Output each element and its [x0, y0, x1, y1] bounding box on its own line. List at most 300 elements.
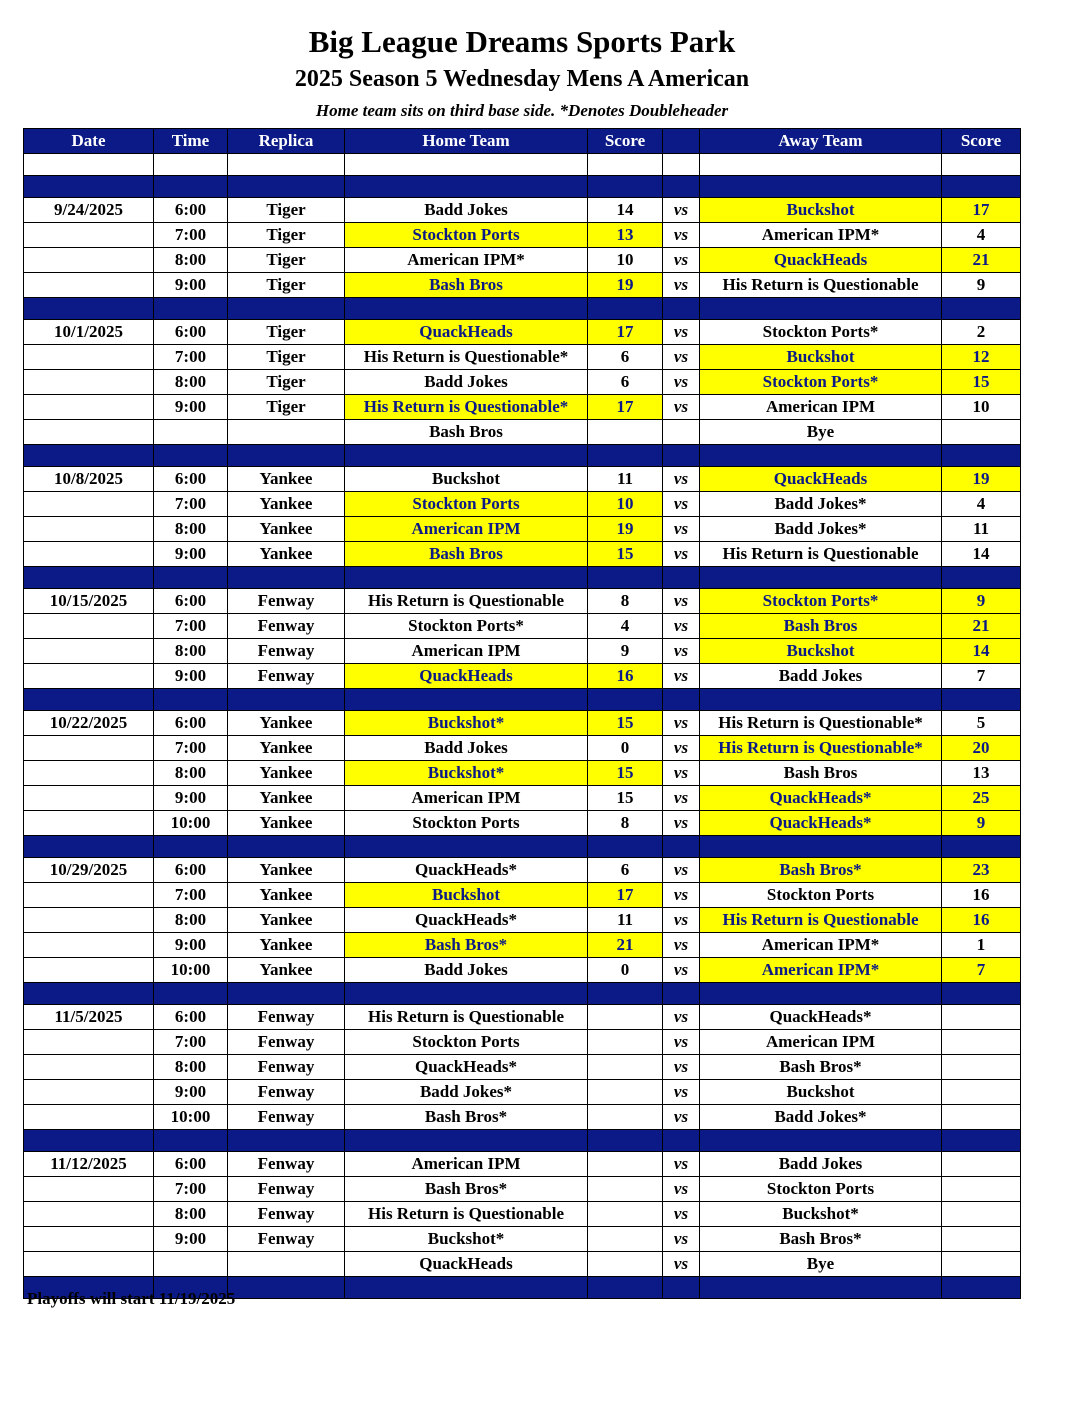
col-away-score: Score [942, 129, 1021, 154]
away-team-cell: His Return is Questionable [700, 908, 942, 933]
away-team-cell: His Return is Questionable [700, 542, 942, 567]
home-score-cell: 4 [588, 614, 663, 639]
home-team-cell: His Return is Questionable [345, 1202, 588, 1227]
home-score-cell: 17 [588, 883, 663, 908]
week-separator [24, 298, 1021, 320]
empty-cell [663, 689, 700, 711]
empty-cell [588, 836, 663, 858]
date-cell [24, 958, 154, 983]
home-team-cell: QuackHeads* [345, 908, 588, 933]
home-score-cell: 0 [588, 736, 663, 761]
away-score-cell: 10 [942, 395, 1021, 420]
game-row [24, 320, 1021, 345]
vs-cell: vs [663, 223, 700, 248]
game-row [24, 639, 1021, 664]
date-cell [24, 248, 154, 273]
empty-cell [663, 176, 700, 198]
game-row [24, 664, 1021, 689]
game-row [24, 1152, 1021, 1177]
home-team-cell: Bash Bros [345, 273, 588, 298]
empty-cell [345, 445, 588, 467]
away-team-cell: American IPM* [700, 958, 942, 983]
date-cell [24, 395, 154, 420]
date-cell [24, 761, 154, 786]
home-team-cell: American IPM [345, 1152, 588, 1177]
date-cell [24, 639, 154, 664]
vs-cell: vs [663, 811, 700, 836]
replica-cell: Tiger [228, 370, 345, 395]
away-team-cell: QuackHeads [700, 467, 942, 492]
vs-cell: vs [663, 320, 700, 345]
away-team-cell: American IPM [700, 1030, 942, 1055]
home-team-cell: Bash Bros* [345, 1105, 588, 1130]
empty-cell [700, 689, 942, 711]
game-row [24, 811, 1021, 836]
vs-cell: vs [663, 711, 700, 736]
away-team-cell: QuackHeads* [700, 786, 942, 811]
replica-cell: Yankee [228, 811, 345, 836]
time-cell [154, 1252, 228, 1277]
away-team-cell: American IPM* [700, 933, 942, 958]
home-team-cell: Bash Bros [345, 420, 588, 445]
away-team-cell: QuackHeads* [700, 1005, 942, 1030]
home-score-cell: 8 [588, 589, 663, 614]
away-score-cell: 21 [942, 248, 1021, 273]
home-score-cell [588, 420, 663, 445]
vs-cell: vs [663, 273, 700, 298]
empty-cell [663, 567, 700, 589]
time-cell: 6:00 [154, 1152, 228, 1177]
home-score-cell: 6 [588, 345, 663, 370]
time-cell: 6:00 [154, 198, 228, 223]
empty-cell [663, 1277, 700, 1299]
away-score-cell: 25 [942, 786, 1021, 811]
empty-cell [588, 154, 663, 176]
home-team-cell: Stockton Ports [345, 223, 588, 248]
away-score-cell: 4 [942, 492, 1021, 517]
week-separator [24, 567, 1021, 589]
away-team-cell: His Return is Questionable [700, 273, 942, 298]
week-separator [24, 689, 1021, 711]
home-score-cell [588, 1005, 663, 1030]
home-score-cell: 6 [588, 858, 663, 883]
time-cell: 7:00 [154, 492, 228, 517]
empty-cell [345, 154, 588, 176]
home-score-cell: 15 [588, 761, 663, 786]
away-score-cell [942, 1252, 1021, 1277]
home-team-cell: QuackHeads* [345, 858, 588, 883]
home-score-cell: 6 [588, 370, 663, 395]
away-team-cell: Badd Jokes* [700, 1105, 942, 1130]
away-team-cell: Bash Bros* [700, 1055, 942, 1080]
home-score-cell: 10 [588, 492, 663, 517]
replica-cell: Fenway [228, 1152, 345, 1177]
date-cell [24, 883, 154, 908]
time-cell: 10:00 [154, 811, 228, 836]
col-replica: Replica [228, 129, 345, 154]
empty-cell [942, 1277, 1021, 1299]
away-team-cell: Stockton Ports* [700, 370, 942, 395]
time-cell: 10:00 [154, 1105, 228, 1130]
home-score-cell [588, 1030, 663, 1055]
vs-cell: vs [663, 395, 700, 420]
home-team-cell: American IPM* [345, 248, 588, 273]
replica-cell: Yankee [228, 492, 345, 517]
away-team-cell: QuackHeads* [700, 811, 942, 836]
replica-cell: Fenway [228, 1005, 345, 1030]
away-team-cell: Stockton Ports [700, 883, 942, 908]
game-row [24, 223, 1021, 248]
away-score-cell: 19 [942, 467, 1021, 492]
time-cell: 9:00 [154, 395, 228, 420]
away-score-cell: 16 [942, 883, 1021, 908]
away-team-cell: Bash Bros [700, 614, 942, 639]
empty-cell [700, 983, 942, 1005]
home-team-cell: QuackHeads* [345, 1055, 588, 1080]
game-row [24, 542, 1021, 567]
away-score-cell [942, 420, 1021, 445]
empty-cell [228, 567, 345, 589]
home-score-cell: 10 [588, 248, 663, 273]
replica-cell: Fenway [228, 1080, 345, 1105]
empty-cell [24, 154, 154, 176]
away-team-cell: His Return is Questionable* [700, 711, 942, 736]
date-cell [24, 1080, 154, 1105]
empty-cell [154, 445, 228, 467]
away-score-cell [942, 1202, 1021, 1227]
replica-cell: Yankee [228, 736, 345, 761]
home-team-cell: Stockton Ports [345, 811, 588, 836]
away-score-cell: 5 [942, 711, 1021, 736]
empty-cell [154, 567, 228, 589]
time-cell: 9:00 [154, 1227, 228, 1252]
empty-cell [942, 567, 1021, 589]
vs-cell: vs [663, 1055, 700, 1080]
away-team-cell: Badd Jokes [700, 1152, 942, 1177]
home-team-cell: American IPM [345, 517, 588, 542]
replica-cell: Fenway [228, 1227, 345, 1252]
empty-cell [24, 567, 154, 589]
empty-cell [24, 445, 154, 467]
empty-cell [942, 1130, 1021, 1152]
time-cell: 9:00 [154, 786, 228, 811]
time-cell: 7:00 [154, 1030, 228, 1055]
away-team-cell: Stockton Ports [700, 1177, 942, 1202]
time-cell: 7:00 [154, 883, 228, 908]
week-separator [24, 176, 1021, 198]
empty-cell [228, 298, 345, 320]
vs-cell: vs [663, 1202, 700, 1227]
empty-cell [345, 567, 588, 589]
empty-cell [588, 298, 663, 320]
away-team-cell: Bash Bros* [700, 858, 942, 883]
home-team-cell: Badd Jokes [345, 370, 588, 395]
empty-cell [345, 298, 588, 320]
time-cell: 6:00 [154, 320, 228, 345]
time-cell: 6:00 [154, 711, 228, 736]
game-row [24, 883, 1021, 908]
replica-cell: Yankee [228, 761, 345, 786]
away-team-cell: Bye [700, 420, 942, 445]
home-team-cell: Bash Bros* [345, 1177, 588, 1202]
replica-cell: Tiger [228, 198, 345, 223]
schedule-body [24, 154, 1021, 1299]
time-cell: 8:00 [154, 370, 228, 395]
vs-cell: vs [663, 198, 700, 223]
away-score-cell: 2 [942, 320, 1021, 345]
vs-cell: vs [663, 1080, 700, 1105]
game-row [24, 761, 1021, 786]
away-score-cell: 4 [942, 223, 1021, 248]
home-score-cell [588, 1152, 663, 1177]
date-cell [24, 614, 154, 639]
away-score-cell: 9 [942, 811, 1021, 836]
date-cell [24, 273, 154, 298]
home-team-cell: QuackHeads [345, 664, 588, 689]
vs-cell [663, 420, 700, 445]
replica-cell: Yankee [228, 858, 345, 883]
week-separator [24, 983, 1021, 1005]
game-row [24, 736, 1021, 761]
col-vs [663, 129, 700, 154]
home-team-cell: American IPM [345, 786, 588, 811]
replica-cell: Yankee [228, 958, 345, 983]
time-cell: 8:00 [154, 1202, 228, 1227]
date-cell [24, 933, 154, 958]
home-score-cell [588, 1105, 663, 1130]
empty-cell [942, 689, 1021, 711]
header-note: Home team sits on third base side. *Denotes Doubleheader [315, 101, 729, 120]
home-score-cell: 15 [588, 542, 663, 567]
date-cell [24, 492, 154, 517]
home-score-cell: 17 [588, 395, 663, 420]
home-team-cell: His Return is Questionable [345, 1005, 588, 1030]
replica-cell: Fenway [228, 614, 345, 639]
empty-cell [663, 836, 700, 858]
date-cell [24, 420, 154, 445]
home-team-cell: Badd Jokes [345, 198, 588, 223]
replica-cell: Tiger [228, 320, 345, 345]
vs-cell: vs [663, 1252, 700, 1277]
empty-cell [588, 1130, 663, 1152]
time-cell: 8:00 [154, 248, 228, 273]
time-cell: 10:00 [154, 958, 228, 983]
time-cell: 7:00 [154, 736, 228, 761]
vs-cell: vs [663, 542, 700, 567]
vs-cell: vs [663, 589, 700, 614]
replica-cell: Tiger [228, 223, 345, 248]
away-team-cell: Buckshot* [700, 1202, 942, 1227]
col-time: Time [154, 129, 228, 154]
replica-cell: Tiger [228, 248, 345, 273]
away-team-cell: American IPM [700, 395, 942, 420]
empty-cell [228, 445, 345, 467]
empty-cell [228, 176, 345, 198]
vs-cell: vs [663, 248, 700, 273]
time-cell: 6:00 [154, 589, 228, 614]
game-row [24, 395, 1021, 420]
replica-cell: Yankee [228, 883, 345, 908]
empty-cell [588, 1277, 663, 1299]
schedule-table [23, 128, 1021, 1299]
empty-cell [154, 176, 228, 198]
away-score-cell [942, 1177, 1021, 1202]
empty-cell [700, 176, 942, 198]
replica-cell: Yankee [228, 711, 345, 736]
replica-cell: Fenway [228, 1055, 345, 1080]
away-team-cell: Badd Jokes* [700, 492, 942, 517]
date-cell [24, 1030, 154, 1055]
vs-cell: vs [663, 517, 700, 542]
vs-cell: vs [663, 786, 700, 811]
replica-cell: Fenway [228, 1105, 345, 1130]
date-cell [24, 664, 154, 689]
date-cell: 11/5/2025 [24, 1005, 154, 1030]
date-cell [24, 223, 154, 248]
empty-cell [942, 298, 1021, 320]
empty-cell [700, 1130, 942, 1152]
time-cell: 6:00 [154, 467, 228, 492]
away-score-cell: 7 [942, 958, 1021, 983]
home-score-cell: 11 [588, 467, 663, 492]
replica-cell: Yankee [228, 517, 345, 542]
header-row [24, 129, 1021, 154]
home-score-cell: 11 [588, 908, 663, 933]
replica-cell: Tiger [228, 395, 345, 420]
game-row [24, 933, 1021, 958]
date-cell [24, 1055, 154, 1080]
game-row [24, 1055, 1021, 1080]
game-row [24, 614, 1021, 639]
vs-cell: vs [663, 1005, 700, 1030]
game-row [24, 467, 1021, 492]
game-row [24, 858, 1021, 883]
replica-cell: Tiger [228, 345, 345, 370]
col-away-team: Away Team [700, 129, 942, 154]
away-team-cell: American IPM* [700, 223, 942, 248]
vs-cell: vs [663, 908, 700, 933]
empty-cell [700, 1277, 942, 1299]
replica-cell: Yankee [228, 786, 345, 811]
empty-cell [228, 1277, 345, 1299]
time-cell: 6:00 [154, 858, 228, 883]
game-row [24, 908, 1021, 933]
replica-cell: Fenway [228, 664, 345, 689]
vs-cell: vs [663, 1030, 700, 1055]
date-cell [24, 1202, 154, 1227]
game-row [24, 1177, 1021, 1202]
empty-cell [154, 689, 228, 711]
col-home-score: Score [588, 129, 663, 154]
date-cell [24, 345, 154, 370]
away-score-cell: 9 [942, 589, 1021, 614]
game-row [24, 1030, 1021, 1055]
home-team-cell: Buckshot [345, 467, 588, 492]
away-score-cell: 23 [942, 858, 1021, 883]
away-team-cell: Stockton Ports* [700, 589, 942, 614]
game-row [24, 1252, 1021, 1277]
away-team-cell: Bash Bros* [700, 1227, 942, 1252]
away-score-cell [942, 1030, 1021, 1055]
replica-cell: Fenway [228, 1030, 345, 1055]
empty-cell [228, 154, 345, 176]
home-team-cell: His Return is Questionable* [345, 395, 588, 420]
home-score-cell [588, 1177, 663, 1202]
vs-cell: vs [663, 1105, 700, 1130]
game-row [24, 1227, 1021, 1252]
empty-cell [154, 1130, 228, 1152]
empty-cell [663, 445, 700, 467]
empty-cell [24, 983, 154, 1005]
empty-cell [663, 154, 700, 176]
playoffs-note: Playoffs will start 11/19/2025 [27, 1289, 236, 1308]
empty-cell [345, 836, 588, 858]
empty-cell [942, 836, 1021, 858]
home-team-cell: QuackHeads [345, 320, 588, 345]
away-score-cell: 15 [942, 370, 1021, 395]
away-score-cell [942, 1080, 1021, 1105]
home-score-cell: 9 [588, 639, 663, 664]
game-row [24, 1105, 1021, 1130]
empty-cell [228, 836, 345, 858]
empty-cell [700, 567, 942, 589]
time-cell: 9:00 [154, 542, 228, 567]
time-cell: 9:00 [154, 1080, 228, 1105]
away-score-cell [942, 1005, 1021, 1030]
empty-cell [942, 445, 1021, 467]
away-team-cell: Bye [700, 1252, 942, 1277]
empty-cell [24, 836, 154, 858]
away-score-cell [942, 1105, 1021, 1130]
home-team-cell: Stockton Ports [345, 492, 588, 517]
away-team-cell: Buckshot [700, 1080, 942, 1105]
home-score-cell: 15 [588, 786, 663, 811]
date-cell: 9/24/2025 [24, 198, 154, 223]
game-row [24, 589, 1021, 614]
replica-cell: Fenway [228, 639, 345, 664]
away-team-cell: Badd Jokes [700, 664, 942, 689]
empty-cell [663, 1130, 700, 1152]
game-row [24, 492, 1021, 517]
away-score-cell: 16 [942, 908, 1021, 933]
empty-cell [700, 445, 942, 467]
away-score-cell: 13 [942, 761, 1021, 786]
vs-cell: vs [663, 958, 700, 983]
col-home-team: Home Team [345, 129, 588, 154]
empty-cell [24, 1130, 154, 1152]
week-separator [24, 836, 1021, 858]
home-team-cell: QuackHeads [345, 1252, 588, 1277]
date-cell [24, 736, 154, 761]
game-row [24, 517, 1021, 542]
home-score-cell: 8 [588, 811, 663, 836]
empty-cell [663, 983, 700, 1005]
away-score-cell [942, 1227, 1021, 1252]
home-score-cell: 14 [588, 198, 663, 223]
home-team-cell: Bash Bros* [345, 933, 588, 958]
time-cell: 9:00 [154, 664, 228, 689]
replica-cell: Yankee [228, 467, 345, 492]
home-team-cell: Badd Jokes [345, 958, 588, 983]
vs-cell: vs [663, 345, 700, 370]
col-date: Date [24, 129, 154, 154]
home-team-cell: Badd Jokes [345, 736, 588, 761]
home-team-cell: His Return is Questionable* [345, 345, 588, 370]
empty-cell [228, 983, 345, 1005]
empty-cell [700, 836, 942, 858]
home-score-cell [588, 1202, 663, 1227]
empty-cell [588, 445, 663, 467]
